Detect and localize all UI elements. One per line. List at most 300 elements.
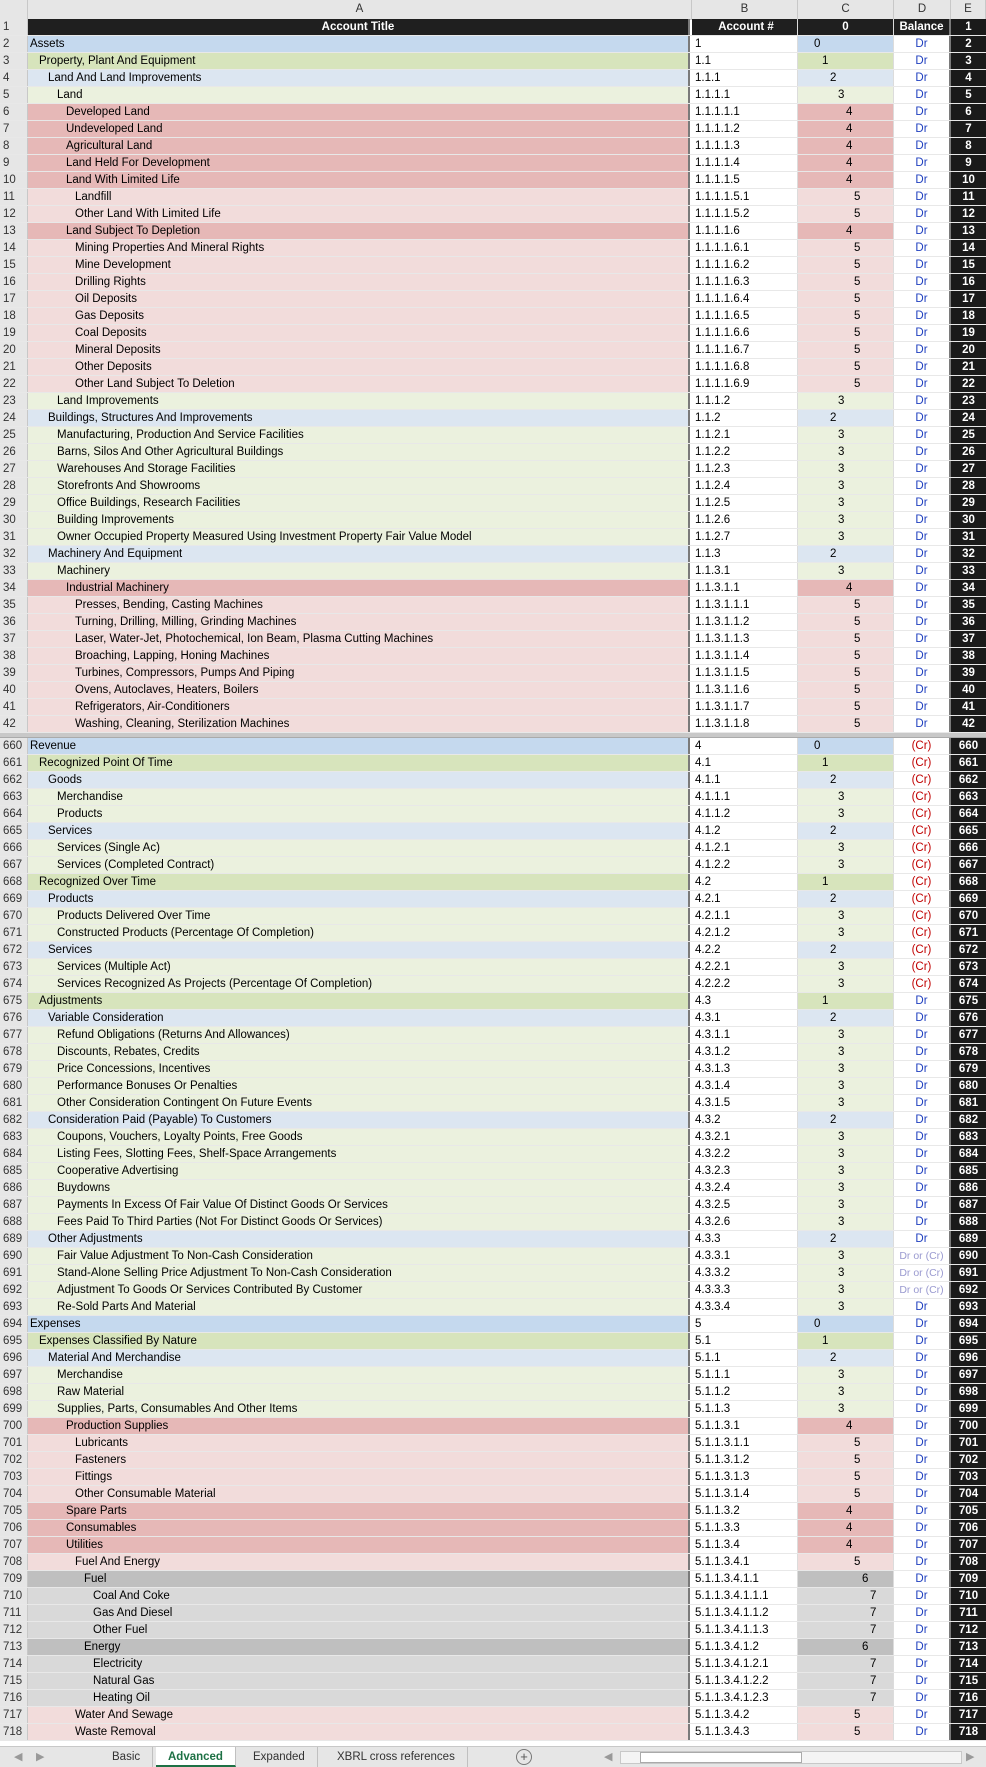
balance-cell[interactable]: (Cr) bbox=[894, 891, 951, 907]
account-number-cell[interactable]: 4.3.1.4 bbox=[692, 1078, 798, 1094]
account-number-cell[interactable]: 4.3.1.2 bbox=[692, 1044, 798, 1060]
level-cell[interactable]: 5 bbox=[798, 1486, 894, 1502]
level-cell[interactable]: 5 bbox=[798, 1554, 894, 1570]
row-number[interactable]: 26 bbox=[0, 444, 28, 460]
level-cell[interactable]: 5 bbox=[798, 1724, 894, 1740]
account-number-cell[interactable]: 1.1.1.1.6.5 bbox=[692, 308, 798, 324]
balance-cell[interactable]: (Cr) bbox=[894, 755, 951, 771]
level-cell[interactable]: 5 bbox=[798, 716, 894, 732]
account-title-cell[interactable]: Other Consumable Material bbox=[28, 1486, 690, 1502]
level-cell[interactable]: 3 bbox=[798, 1401, 894, 1417]
row-index-cell[interactable]: 708 bbox=[951, 1554, 986, 1570]
account-number-cell[interactable]: 5.1.1 bbox=[692, 1350, 798, 1366]
row-number[interactable]: 703 bbox=[0, 1469, 28, 1485]
level-cell[interactable]: 7 bbox=[798, 1622, 894, 1638]
balance-cell[interactable]: (Cr) bbox=[894, 925, 951, 941]
level-cell[interactable]: 3 bbox=[798, 908, 894, 924]
level-cell[interactable]: 5 bbox=[798, 1707, 894, 1723]
row-number[interactable]: 27 bbox=[0, 461, 28, 477]
account-title-cell[interactable]: Fees Paid To Third Parties (Not For Distinct Goods Or Services) bbox=[28, 1214, 690, 1230]
account-number-cell[interactable]: 1 bbox=[692, 36, 798, 52]
balance-cell[interactable]: Dr bbox=[894, 1095, 951, 1111]
balance-cell[interactable]: Dr bbox=[894, 1231, 951, 1247]
select-all-corner[interactable] bbox=[0, 0, 28, 19]
row-index-cell[interactable]: 694 bbox=[951, 1316, 986, 1332]
row-number[interactable]: 14 bbox=[0, 240, 28, 256]
account-number-cell[interactable]: 4.3.3 bbox=[692, 1231, 798, 1247]
account-number-cell[interactable]: 1.1.1.1.1 bbox=[692, 104, 798, 120]
level-cell[interactable]: 5 bbox=[798, 291, 894, 307]
balance-cell[interactable]: Dr bbox=[894, 1707, 951, 1723]
row-index-cell[interactable]: 660 bbox=[951, 738, 986, 754]
account-number-cell[interactable]: 1.1.1.1.6 bbox=[692, 223, 798, 239]
level-cell[interactable]: 5 bbox=[798, 682, 894, 698]
account-title-cell[interactable]: Washing, Cleaning, Sterilization Machines bbox=[28, 716, 690, 732]
balance-cell[interactable]: Dr bbox=[894, 155, 951, 171]
level-cell[interactable]: 5 bbox=[798, 359, 894, 375]
account-title-cell[interactable]: Discounts, Rebates, Credits bbox=[28, 1044, 690, 1060]
account-number-cell[interactable]: 5.1.1.3.1.4 bbox=[692, 1486, 798, 1502]
balance-cell[interactable]: Dr bbox=[894, 1724, 951, 1740]
account-title-cell[interactable]: Water And Sewage bbox=[28, 1707, 690, 1723]
account-number-cell[interactable]: 4.3.3.1 bbox=[692, 1248, 798, 1264]
column-header-b[interactable]: B bbox=[692, 0, 798, 19]
balance-cell[interactable]: Dr bbox=[894, 580, 951, 596]
account-number-cell[interactable]: 4.3.2.5 bbox=[692, 1197, 798, 1213]
account-number-cell[interactable]: 4.1 bbox=[692, 755, 798, 771]
level-cell[interactable]: 3 bbox=[798, 1146, 894, 1162]
account-title-cell[interactable]: Land And Land Improvements bbox=[28, 70, 690, 86]
column-header-d[interactable]: D bbox=[894, 0, 951, 19]
account-number-cell[interactable]: 5.1.1.3.1 bbox=[692, 1418, 798, 1434]
balance-cell[interactable]: Dr bbox=[894, 325, 951, 341]
account-number-cell[interactable]: 1.1.2.7 bbox=[692, 529, 798, 545]
account-title-cell[interactable]: Price Concessions, Incentives bbox=[28, 1061, 690, 1077]
row-number[interactable]: 680 bbox=[0, 1078, 28, 1094]
row-number[interactable]: 669 bbox=[0, 891, 28, 907]
account-title-cell[interactable]: Other Fuel bbox=[28, 1622, 690, 1638]
account-number-cell[interactable]: 1.1.3 bbox=[692, 546, 798, 562]
level-cell[interactable]: 5 bbox=[798, 699, 894, 715]
row-index-cell[interactable]: 40 bbox=[951, 682, 986, 698]
row-index-cell[interactable]: 28 bbox=[951, 478, 986, 494]
level-cell[interactable]: 2 bbox=[798, 1010, 894, 1026]
account-number-cell[interactable]: 1.1.2.1 bbox=[692, 427, 798, 443]
account-title-cell[interactable]: Coal And Coke bbox=[28, 1588, 690, 1604]
balance-cell[interactable]: (Cr) bbox=[894, 874, 951, 890]
level-cell[interactable]: 3 bbox=[798, 1248, 894, 1264]
row-index-cell[interactable]: 697 bbox=[951, 1367, 986, 1383]
level-cell[interactable]: 4 bbox=[798, 155, 894, 171]
balance-cell[interactable]: Dr bbox=[894, 172, 951, 188]
account-number-cell[interactable]: 1.1.1.1.6.2 bbox=[692, 257, 798, 273]
header-balance[interactable]: Balance bbox=[894, 19, 951, 35]
row-number[interactable]: 672 bbox=[0, 942, 28, 958]
row-index-cell[interactable]: 675 bbox=[951, 993, 986, 1009]
row-index-cell[interactable]: 10 bbox=[951, 172, 986, 188]
balance-cell[interactable]: Dr bbox=[894, 36, 951, 52]
balance-cell[interactable]: Dr bbox=[894, 993, 951, 1009]
level-cell[interactable]: 3 bbox=[798, 495, 894, 511]
account-title-cell[interactable]: Energy bbox=[28, 1639, 690, 1655]
account-number-cell[interactable]: 5.1.1.3.4.1.1.2 bbox=[692, 1605, 798, 1621]
level-cell[interactable]: 1 bbox=[798, 755, 894, 771]
row-index-cell[interactable]: 711 bbox=[951, 1605, 986, 1621]
account-title-cell[interactable]: Assets bbox=[28, 36, 690, 52]
balance-cell[interactable]: Dr bbox=[894, 393, 951, 409]
row-index-cell[interactable]: 2 bbox=[951, 36, 986, 52]
balance-cell[interactable]: (Cr) bbox=[894, 976, 951, 992]
account-title-cell[interactable]: Re-Sold Parts And Material bbox=[28, 1299, 690, 1315]
row-number[interactable]: 674 bbox=[0, 976, 28, 992]
level-cell[interactable]: 2 bbox=[798, 1112, 894, 1128]
row-number[interactable]: 716 bbox=[0, 1690, 28, 1706]
row-index-cell[interactable]: 700 bbox=[951, 1418, 986, 1434]
account-title-cell[interactable]: Land bbox=[28, 87, 690, 103]
level-cell[interactable]: 5 bbox=[798, 240, 894, 256]
balance-cell[interactable]: Dr bbox=[894, 1469, 951, 1485]
account-number-cell[interactable]: 4.2.2 bbox=[692, 942, 798, 958]
balance-cell[interactable]: Dr bbox=[894, 1316, 951, 1332]
account-title-cell[interactable]: Land Improvements bbox=[28, 393, 690, 409]
balance-cell[interactable]: Dr bbox=[894, 1078, 951, 1094]
balance-cell[interactable]: (Cr) bbox=[894, 772, 951, 788]
balance-cell[interactable]: Dr bbox=[894, 1112, 951, 1128]
row-index-cell[interactable]: 23 bbox=[951, 393, 986, 409]
level-cell[interactable]: 3 bbox=[798, 461, 894, 477]
row-number[interactable]: 673 bbox=[0, 959, 28, 975]
balance-cell[interactable]: Dr bbox=[894, 1214, 951, 1230]
level-cell[interactable]: 3 bbox=[798, 1078, 894, 1094]
balance-cell[interactable]: Dr bbox=[894, 1044, 951, 1060]
level-cell[interactable]: 3 bbox=[798, 806, 894, 822]
level-cell[interactable]: 2 bbox=[798, 546, 894, 562]
row-number[interactable]: 22 bbox=[0, 376, 28, 392]
account-number-cell[interactable]: 4.2.2.2 bbox=[692, 976, 798, 992]
row-number[interactable]: 683 bbox=[0, 1129, 28, 1145]
level-cell[interactable]: 2 bbox=[798, 942, 894, 958]
row-index-cell[interactable]: 32 bbox=[951, 546, 986, 562]
account-number-cell[interactable]: 4.3.2.3 bbox=[692, 1163, 798, 1179]
balance-cell[interactable]: Dr bbox=[894, 444, 951, 460]
account-title-cell[interactable]: Coupons, Vouchers, Loyalty Points, Free Goods bbox=[28, 1129, 690, 1145]
row-index-cell[interactable]: 5 bbox=[951, 87, 986, 103]
balance-cell[interactable]: Dr bbox=[894, 1605, 951, 1621]
row-index-cell[interactable]: 682 bbox=[951, 1112, 986, 1128]
account-number-cell[interactable]: 1.1.3.1.1.3 bbox=[692, 631, 798, 647]
account-number-cell[interactable]: 4.2.2.1 bbox=[692, 959, 798, 975]
balance-cell[interactable]: Dr bbox=[894, 699, 951, 715]
balance-cell[interactable]: Dr bbox=[894, 495, 951, 511]
row-index-cell[interactable]: 718 bbox=[951, 1724, 986, 1740]
account-title-cell[interactable]: Owner Occupied Property Measured Using Investment Property Fair Value Model bbox=[28, 529, 690, 545]
row-index-cell[interactable]: 688 bbox=[951, 1214, 986, 1230]
row-number[interactable]: 693 bbox=[0, 1299, 28, 1315]
header-level[interactable]: 0 bbox=[798, 19, 894, 35]
row-index-cell[interactable]: 30 bbox=[951, 512, 986, 528]
account-title-cell[interactable]: Coal Deposits bbox=[28, 325, 690, 341]
account-number-cell[interactable]: 4.3.2.4 bbox=[692, 1180, 798, 1196]
scroll-right-icon[interactable]: ▶ bbox=[966, 1751, 975, 1763]
level-cell[interactable]: 5 bbox=[798, 308, 894, 324]
row-number[interactable]: 700 bbox=[0, 1418, 28, 1434]
level-cell[interactable]: 3 bbox=[798, 512, 894, 528]
account-number-cell[interactable]: 1.1.3.1.1.8 bbox=[692, 716, 798, 732]
balance-cell[interactable]: (Cr) bbox=[894, 840, 951, 856]
row-number[interactable]: 35 bbox=[0, 597, 28, 613]
account-number-cell[interactable]: 5.1.1.3.4.1.2.3 bbox=[692, 1690, 798, 1706]
row-number[interactable]: 714 bbox=[0, 1656, 28, 1672]
account-title-cell[interactable]: Products bbox=[28, 891, 690, 907]
row-index-cell[interactable]: 686 bbox=[951, 1180, 986, 1196]
level-cell[interactable]: 3 bbox=[798, 87, 894, 103]
account-title-cell[interactable]: Expenses Classified By Nature bbox=[28, 1333, 690, 1349]
level-cell[interactable]: 3 bbox=[798, 857, 894, 873]
balance-cell[interactable]: Dr bbox=[894, 1061, 951, 1077]
header-row-index[interactable]: 1 bbox=[951, 19, 986, 35]
balance-cell[interactable]: Dr bbox=[894, 87, 951, 103]
level-cell[interactable]: 3 bbox=[798, 1095, 894, 1111]
row-index-cell[interactable]: 15 bbox=[951, 257, 986, 273]
level-cell[interactable]: 3 bbox=[798, 789, 894, 805]
row-index-cell[interactable]: 22 bbox=[951, 376, 986, 392]
account-title-cell[interactable]: Waste Removal bbox=[28, 1724, 690, 1740]
row-number[interactable]: 42 bbox=[0, 716, 28, 732]
row-index-cell[interactable]: 681 bbox=[951, 1095, 986, 1111]
row-index-cell[interactable]: 6 bbox=[951, 104, 986, 120]
balance-cell[interactable]: Dr bbox=[894, 410, 951, 426]
balance-cell[interactable]: Dr bbox=[894, 189, 951, 205]
row-number[interactable]: 34 bbox=[0, 580, 28, 596]
account-title-cell[interactable]: Other Adjustments bbox=[28, 1231, 690, 1247]
row-number[interactable]: 697 bbox=[0, 1367, 28, 1383]
account-title-cell[interactable]: Laser, Water-Jet, Photochemical, Ion Beam, Plasma Cutting Machines bbox=[28, 631, 690, 647]
balance-cell[interactable]: Dr bbox=[894, 206, 951, 222]
account-number-cell[interactable]: 1.1.1.1.6.1 bbox=[692, 240, 798, 256]
account-number-cell[interactable]: 4.3.3.2 bbox=[692, 1265, 798, 1281]
account-title-cell[interactable]: Services Recognized As Projects (Percentage Of Completion) bbox=[28, 976, 690, 992]
balance-cell[interactable]: Dr bbox=[894, 1503, 951, 1519]
account-title-cell[interactable]: Services bbox=[28, 942, 690, 958]
balance-cell[interactable]: Dr bbox=[894, 70, 951, 86]
row-index-cell[interactable]: 715 bbox=[951, 1673, 986, 1689]
account-number-cell[interactable]: 1.1.1.1.2 bbox=[692, 121, 798, 137]
row-index-cell[interactable]: 699 bbox=[951, 1401, 986, 1417]
level-cell[interactable]: 5 bbox=[798, 1469, 894, 1485]
account-title-cell[interactable]: Fair Value Adjustment To Non-Cash Consideration bbox=[28, 1248, 690, 1264]
row-number[interactable]: 661 bbox=[0, 755, 28, 771]
row-index-cell[interactable]: 37 bbox=[951, 631, 986, 647]
level-cell[interactable]: 4 bbox=[798, 1520, 894, 1536]
account-number-cell[interactable]: 1.1.1 bbox=[692, 70, 798, 86]
account-number-cell[interactable]: 1.1.1.1.6.9 bbox=[692, 376, 798, 392]
level-cell[interactable]: 7 bbox=[798, 1605, 894, 1621]
row-index-cell[interactable]: 669 bbox=[951, 891, 986, 907]
account-title-cell[interactable]: Mineral Deposits bbox=[28, 342, 690, 358]
balance-cell[interactable]: Dr bbox=[894, 274, 951, 290]
balance-cell[interactable]: Dr bbox=[894, 138, 951, 154]
row-index-cell[interactable]: 24 bbox=[951, 410, 986, 426]
row-number[interactable]: 5 bbox=[0, 87, 28, 103]
account-number-cell[interactable]: 4.1.2.2 bbox=[692, 857, 798, 873]
row-index-cell[interactable]: 685 bbox=[951, 1163, 986, 1179]
row-number[interactable]: 41 bbox=[0, 699, 28, 715]
account-number-cell[interactable]: 5.1.1.3.4 bbox=[692, 1537, 798, 1553]
account-number-cell[interactable]: 1.1.3.1.1.2 bbox=[692, 614, 798, 630]
column-header-c[interactable]: C bbox=[798, 0, 894, 19]
account-number-cell[interactable]: 1.1.1.1.5.1 bbox=[692, 189, 798, 205]
account-number-cell[interactable]: 4.3.3.3 bbox=[692, 1282, 798, 1298]
account-title-cell[interactable]: Landfill bbox=[28, 189, 690, 205]
level-cell[interactable]: 1 bbox=[798, 874, 894, 890]
account-number-cell[interactable]: 5.1.1.3.4.2 bbox=[692, 1707, 798, 1723]
level-cell[interactable]: 7 bbox=[798, 1673, 894, 1689]
level-cell[interactable]: 3 bbox=[798, 563, 894, 579]
level-cell[interactable]: 0 bbox=[798, 1316, 894, 1332]
balance-cell[interactable]: Dr or (Cr) bbox=[894, 1282, 951, 1298]
row-number[interactable]: 691 bbox=[0, 1265, 28, 1281]
level-cell[interactable]: 5 bbox=[798, 1435, 894, 1451]
level-cell[interactable]: 5 bbox=[798, 376, 894, 392]
level-cell[interactable]: 1 bbox=[798, 993, 894, 1009]
account-title-cell[interactable]: Refrigerators, Air-Conditioners bbox=[28, 699, 690, 715]
row-number[interactable]: 690 bbox=[0, 1248, 28, 1264]
account-title-cell[interactable]: Other Consideration Contingent On Future Events bbox=[28, 1095, 690, 1111]
balance-cell[interactable]: (Cr) bbox=[894, 959, 951, 975]
account-title-cell[interactable]: Variable Consideration bbox=[28, 1010, 690, 1026]
level-cell[interactable]: 4 bbox=[798, 580, 894, 596]
row-number[interactable]: 712 bbox=[0, 1622, 28, 1638]
account-number-cell[interactable]: 5.1.1.3.4.3 bbox=[692, 1724, 798, 1740]
row-index-cell[interactable]: 20 bbox=[951, 342, 986, 358]
row-index-cell[interactable]: 706 bbox=[951, 1520, 986, 1536]
level-cell[interactable]: 3 bbox=[798, 959, 894, 975]
row-index-cell[interactable]: 673 bbox=[951, 959, 986, 975]
balance-cell[interactable]: Dr bbox=[894, 1010, 951, 1026]
level-cell[interactable]: 5 bbox=[798, 274, 894, 290]
row-index-cell[interactable]: 678 bbox=[951, 1044, 986, 1060]
row-number[interactable]: 715 bbox=[0, 1673, 28, 1689]
level-cell[interactable]: 5 bbox=[798, 597, 894, 613]
level-cell[interactable]: 5 bbox=[798, 325, 894, 341]
account-number-cell[interactable]: 1.1.1.1.6.3 bbox=[692, 274, 798, 290]
row-number[interactable]: 681 bbox=[0, 1095, 28, 1111]
account-title-cell[interactable]: Consumables bbox=[28, 1520, 690, 1536]
balance-cell[interactable]: Dr bbox=[894, 223, 951, 239]
row-index-cell[interactable]: 36 bbox=[951, 614, 986, 630]
row-number[interactable]: 40 bbox=[0, 682, 28, 698]
row-index-cell[interactable]: 31 bbox=[951, 529, 986, 545]
level-cell[interactable]: 3 bbox=[798, 1197, 894, 1213]
account-number-cell[interactable]: 5.1.1.3.1.1 bbox=[692, 1435, 798, 1451]
tab-xbrl-cross-references[interactable]: XBRL cross references bbox=[325, 1747, 468, 1767]
account-title-cell[interactable]: Oil Deposits bbox=[28, 291, 690, 307]
level-cell[interactable]: 3 bbox=[798, 1299, 894, 1315]
row-index-cell[interactable]: 709 bbox=[951, 1571, 986, 1587]
account-number-cell[interactable]: 5.1.1.2 bbox=[692, 1384, 798, 1400]
account-title-cell[interactable]: Consideration Paid (Payable) To Customers bbox=[28, 1112, 690, 1128]
account-title-cell[interactable]: Payments In Excess Of Fair Value Of Distinct Goods Or Services bbox=[28, 1197, 690, 1213]
row-number[interactable]: 28 bbox=[0, 478, 28, 494]
balance-cell[interactable]: Dr bbox=[894, 1690, 951, 1706]
row-number[interactable]: 706 bbox=[0, 1520, 28, 1536]
row-index-cell[interactable]: 35 bbox=[951, 597, 986, 613]
account-number-cell[interactable]: 1.1.3.1.1.4 bbox=[692, 648, 798, 664]
row-index-cell[interactable]: 668 bbox=[951, 874, 986, 890]
row-index-cell[interactable]: 661 bbox=[951, 755, 986, 771]
row-number[interactable]: 662 bbox=[0, 772, 28, 788]
balance-cell[interactable]: (Cr) bbox=[894, 908, 951, 924]
account-title-cell[interactable]: Fasteners bbox=[28, 1452, 690, 1468]
row-index-cell[interactable]: 696 bbox=[951, 1350, 986, 1366]
row-number[interactable]: 18 bbox=[0, 308, 28, 324]
row-index-cell[interactable]: 3 bbox=[951, 53, 986, 69]
row-index-cell[interactable]: 707 bbox=[951, 1537, 986, 1553]
row-number[interactable]: 13 bbox=[0, 223, 28, 239]
row-number[interactable]: 687 bbox=[0, 1197, 28, 1213]
row-index-cell[interactable]: 4 bbox=[951, 70, 986, 86]
level-cell[interactable]: 5 bbox=[798, 342, 894, 358]
account-number-cell[interactable]: 4.2.1.1 bbox=[692, 908, 798, 924]
account-title-cell[interactable]: Listing Fees, Slotting Fees, Shelf-Space Arrangements bbox=[28, 1146, 690, 1162]
row-number[interactable]: 707 bbox=[0, 1537, 28, 1553]
account-title-cell[interactable]: Other Land Subject To Deletion bbox=[28, 376, 690, 392]
balance-cell[interactable]: Dr bbox=[894, 631, 951, 647]
account-number-cell[interactable]: 4.2 bbox=[692, 874, 798, 890]
account-title-cell[interactable]: Fuel And Energy bbox=[28, 1554, 690, 1570]
account-title-cell[interactable]: Material And Merchandise bbox=[28, 1350, 690, 1366]
balance-cell[interactable]: Dr bbox=[894, 597, 951, 613]
account-title-cell[interactable]: Recognized Over Time bbox=[28, 874, 690, 890]
balance-cell[interactable]: Dr bbox=[894, 546, 951, 562]
row-number[interactable]: 671 bbox=[0, 925, 28, 941]
account-title-cell[interactable]: Services (Single Ac) bbox=[28, 840, 690, 856]
account-title-cell[interactable]: Spare Parts bbox=[28, 1503, 690, 1519]
account-number-cell[interactable]: 1.1.3.1.1.6 bbox=[692, 682, 798, 698]
row-index-cell[interactable]: 27 bbox=[951, 461, 986, 477]
balance-cell[interactable]: Dr bbox=[894, 1435, 951, 1451]
level-cell[interactable]: 1 bbox=[798, 53, 894, 69]
row-index-cell[interactable]: 21 bbox=[951, 359, 986, 375]
row-index-cell[interactable]: 691 bbox=[951, 1265, 986, 1281]
account-title-cell[interactable]: Performance Bonuses Or Penalties bbox=[28, 1078, 690, 1094]
prev-sheet-icon[interactable]: ◀ bbox=[14, 1751, 23, 1763]
account-title-cell[interactable]: Land Subject To Depletion bbox=[28, 223, 690, 239]
row-number[interactable]: 684 bbox=[0, 1146, 28, 1162]
row-index-cell[interactable]: 16 bbox=[951, 274, 986, 290]
balance-cell[interactable]: Dr bbox=[894, 1350, 951, 1366]
account-title-cell[interactable]: Other Land With Limited Life bbox=[28, 206, 690, 222]
tab-advanced[interactable]: Advanced bbox=[156, 1747, 236, 1767]
account-number-cell[interactable]: 4.1.2 bbox=[692, 823, 798, 839]
account-title-cell[interactable]: Gas Deposits bbox=[28, 308, 690, 324]
row-number[interactable]: 36 bbox=[0, 614, 28, 630]
account-number-cell[interactable]: 1.1.1.1.5.2 bbox=[692, 206, 798, 222]
level-cell[interactable]: 6 bbox=[798, 1639, 894, 1655]
row-number[interactable]: 685 bbox=[0, 1163, 28, 1179]
level-cell[interactable]: 4 bbox=[798, 1418, 894, 1434]
level-cell[interactable]: 3 bbox=[798, 444, 894, 460]
level-cell[interactable]: 0 bbox=[798, 36, 894, 52]
account-number-cell[interactable]: 1.1.1.1.4 bbox=[692, 155, 798, 171]
row-number[interactable]: 9 bbox=[0, 155, 28, 171]
row-number[interactable]: 698 bbox=[0, 1384, 28, 1400]
account-number-cell[interactable]: 4.3.3.4 bbox=[692, 1299, 798, 1315]
balance-cell[interactable]: Dr bbox=[894, 257, 951, 273]
balance-cell[interactable]: Dr bbox=[894, 716, 951, 732]
row-index-cell[interactable]: 25 bbox=[951, 427, 986, 443]
level-cell[interactable]: 2 bbox=[798, 891, 894, 907]
